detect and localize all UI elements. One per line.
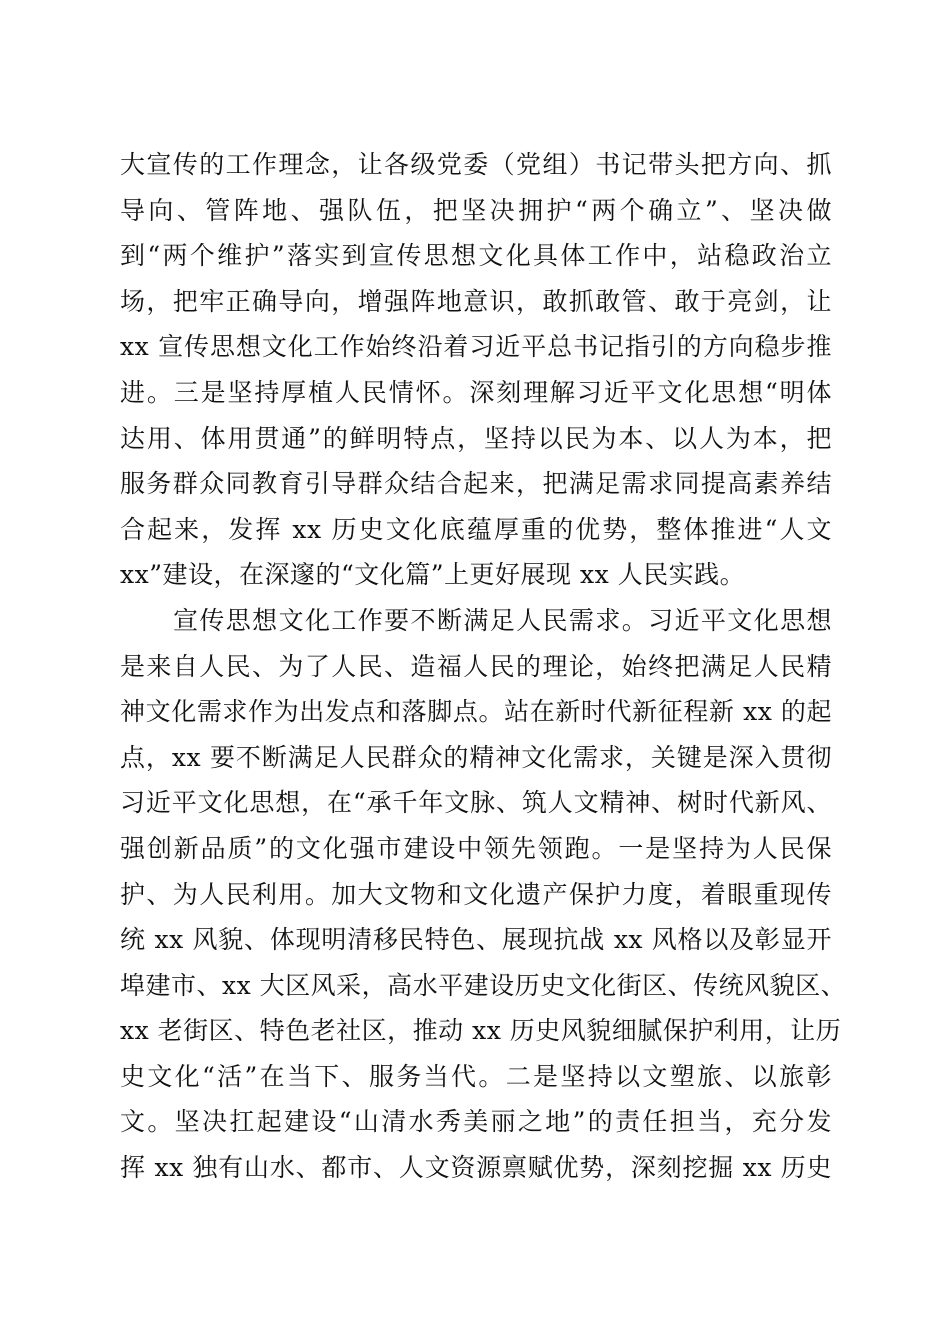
text-line-23: 挥 xx 独有山水、都市、人文资源禀赋优势，深刻挖掘 xx 历史 [120, 1153, 832, 1183]
text-line-18: 统 xx 风貌、体现明清移民特色、展现抗战 xx 风格以及彰显开 [120, 925, 832, 955]
text-line-12: 是来自人民、为了人民、造福人民的理论，始终把满足人民精 [120, 651, 832, 681]
text-line-21: 史文化“活”在当下、服务当代。二是坚持以文塑旅、以旅彰 [120, 1061, 832, 1091]
text-line-6: 进。三是坚持厚植人民情怀。深刻理解习近平文化思想“明体 [120, 377, 832, 407]
text-line-10: xx”建设，在深邃的“文化篇”上更好展现 xx 人民实践。 [120, 560, 746, 590]
text-line-13: 神文化需求作为出发点和落脚点。站在新时代新征程新 xx 的起 [120, 697, 832, 727]
text-line-15: 习近平文化思想，在“承千年文脉、筑人文精神、树时代新风、 [120, 788, 832, 818]
text-line-7: 达用、体用贯通”的鲜明特点，坚持以民为本、以人为本，把 [120, 423, 832, 453]
text-line-2: 导向、管阵地、强队伍，把坚决拥护“两个确立”、坚决做 [120, 195, 832, 225]
text-line-8: 服务群众同教育引导群众结合起来，把满足需求同提高素养结 [120, 469, 832, 499]
text-line-14: 点，xx 要不断满足人民群众的精神文化需求，关键是深入贯彻 [120, 742, 832, 772]
text-line-17: 护、为人民利用。加大文物和文化遗产保护力度，着眼重现传 [120, 879, 832, 909]
text-line-9: 合起来，发挥 xx 历史文化底蕴厚重的优势，整体推进“人文 [120, 514, 832, 544]
text-line-19: 埠建市、xx 大区风采，高水平建设历史文化街区、传统风貌区、 [120, 970, 847, 1000]
body-text [120, 142, 847, 1191]
text-line-5: xx 宣传思想文化工作始终沿着习近平总书记指引的方向稳步推 [120, 332, 832, 362]
text-line-1: 大宣传的工作理念，让各级党委（党组）书记带头把方向、抓 [120, 150, 832, 179]
text-line-11: 宣传思想文化工作要不断满足人民需求。习近平文化思想 [173, 605, 832, 635]
text-line-16: 强创新品质”的文化强市建设中领先领跑。一是坚持为人民保 [120, 833, 832, 863]
text-line-22: 文。坚决扛起建设“山清水秀美丽之地”的责任担当，充分发 [120, 1107, 832, 1137]
text-line-3: 到“两个维护”落实到宣传思想文化具体工作中，站稳政治立 [120, 241, 832, 271]
text-line-4: 场，把牢正确导向，增强阵地意识，敢抓敢管、敢于亮剑，让 [120, 286, 832, 316]
text-line-20: xx 老街区、特色老社区，推动 xx 历史风貌细腻保护利用，让历 [120, 1016, 842, 1046]
